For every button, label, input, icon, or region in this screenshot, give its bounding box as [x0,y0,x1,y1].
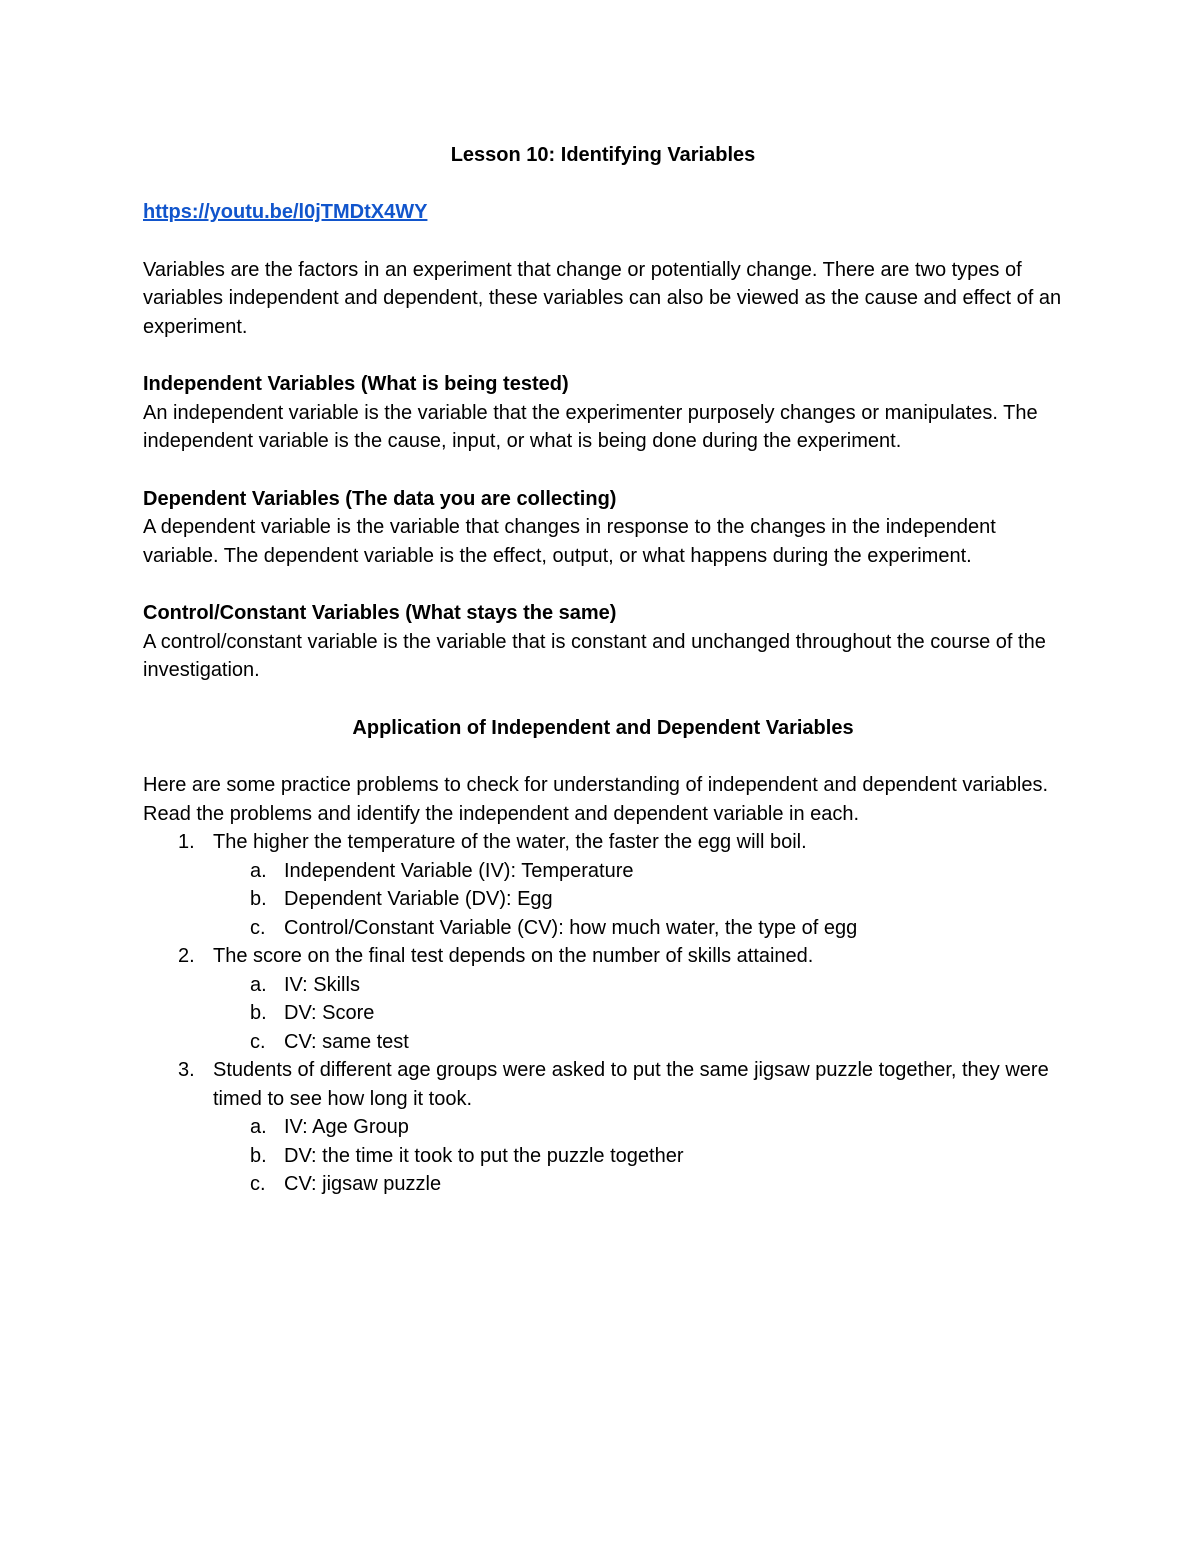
problem-number: 1. [178,831,195,853]
answer-letter: b. [250,888,267,910]
problem-number: 2. [178,945,195,967]
independent-body: An independent variable is the variable that the experimenter purposely changes or manipulates. The independent variable is the cause, input, or what is being done during the experiment. [143,401,1038,452]
answer-item [213,914,1063,943]
answer-letter: b. [250,1002,267,1024]
answer-text: DV: the time it took to put the puzzle together [284,1144,684,1167]
answer-text: IV: Skills [284,973,360,996]
answer-letter: c. [250,1030,266,1053]
answer-letter: c. [250,916,266,939]
application-heading: Application of Independent and Dependent Variables [352,716,854,739]
answer-item [213,971,1063,1000]
independent-heading: Independent Variables (What is being tested) [143,373,569,395]
problem-number: 3. [178,1059,195,1081]
answer-item [213,1142,1063,1171]
dependent-heading: Dependent Variables (The data you are collecting) [143,487,617,510]
answer-text: Control/Constant Variable (CV): how much water, the type of egg [284,916,858,939]
page-title: Lesson 10: Identifying Variables [450,144,756,166]
problem-text: Students of different age groups were asked to put the same jigsaw puzzle together, they were timed to see how long it took. [213,1059,1049,1110]
answer-text: CV: jigsaw puzzle [284,1173,442,1195]
answer-letter: a. [250,1116,267,1138]
problem-text: The score on the final test depends on the number of skills attained. [213,945,814,967]
answer-list [213,971,1063,1057]
control-heading: Control/Constant Variables (What stays the same) [143,602,617,624]
problem-item [143,942,1063,1056]
answer-item [213,1028,1063,1057]
intro-paragraph: Variables are the factors in an experiment that change or potentially change. There are two types of variables independent and dependent, these variables can also be viewed as the cause and effect of an experiment. [143,258,1062,338]
problem-item [143,828,1063,942]
dependent-body: A dependent variable is the variable that changes in response to the changes in the independent variable. The dependent variable is the effect, output, or what happens during the experiment. [143,516,996,567]
application-intro: Here are some practice problems to check for understanding of independent and dependent variables. Read the problems and identify the independent and dependent variable in each. [143,774,1049,825]
control-section [143,599,1063,685]
independent-section [143,370,1063,456]
answer-letter: b. [250,1144,267,1167]
problem-item [143,1056,1063,1199]
video-link[interactable]: https://youtu.be/l0jTMDtX4WY [143,201,428,223]
problem-text: The higher the temperature of the water, the faster the egg will boil. [213,831,807,853]
answer-text: IV: Age Group [284,1116,409,1138]
answer-item [213,1113,1063,1142]
control-body: A control/constant variable is the variable that is constant and unchanged throughout the course of the investigation. [143,630,1046,681]
answer-text: Independent Variable (IV): Temperature [284,859,634,882]
answer-item [213,857,1063,886]
answer-letter: a. [250,973,267,996]
answer-item [213,1170,1063,1199]
answer-item [213,885,1063,914]
answer-list [213,1113,1063,1199]
dependent-section [143,485,1063,571]
answer-item [213,999,1063,1028]
document-content [143,141,1063,1199]
answer-letter: c. [250,1173,266,1195]
answer-list [213,857,1063,943]
answer-text: DV: Score [284,1002,375,1024]
answer-text: Dependent Variable (DV): Egg [284,888,553,910]
problems-list [143,828,1063,1199]
answer-text: CV: same test [284,1030,409,1053]
answer-letter: a. [250,859,267,882]
